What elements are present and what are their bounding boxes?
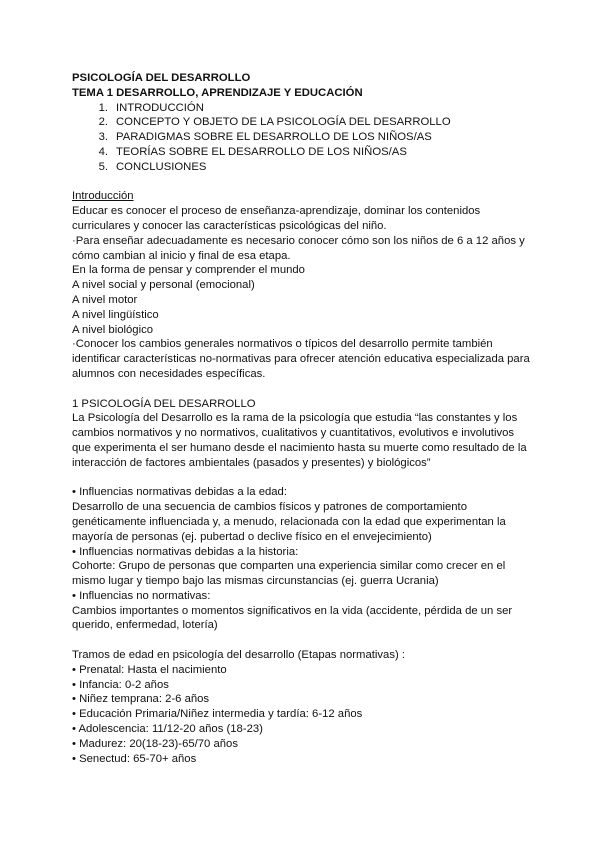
document-subtitle: TEMA 1 DESARROLLO, APRENDIZAJE Y EDUCACIÓN [72,86,363,99]
definition-paragraph: La Psicología del Desarrollo es la rama de la psicología que estudia “las constantes y los cambios normativos y no normativos, cualitativos y cuantitativos, evolutivos e involutivos que experimenta el ser humano desde el nacimiento hasta su muerte como resultado de la interacción de factores ambientales (pasados y presentes) y biológicos” [72,412,527,469]
intro-paragraph: ·Para enseñar adecuadamente es necesario conocer cómo son los niños de 6 a 12 años y cómo cambian al inicio y final de esa etapa. [72,234,525,262]
toc-item: 3. PARADIGMAS SOBRE EL DESARROLLO DE LOS NIÑOS/AS [98,131,432,144]
list-item: • Senectud: 65-70+ años [72,752,197,765]
influence-text: Cohorte: Grupo de personas que comparten una experiencia similar como crecer en el mismo lugar y tiempo bajo las mismas circunstancias (ej. guerra Ucrania) [72,560,506,588]
list-item: • Adolescencia: 11/12-20 años (18-23) [72,723,263,736]
list-item: • Prenatal: Hasta el nacimiento [72,663,227,676]
influence-title: • Influencias no normativas: [72,589,211,602]
section-heading: 1 PSICOLOGÍA DEL DESARROLLO [72,397,256,410]
influence-text: Desarrollo de una secuencia de cambios físicos y patrones de comportamiento genéticamente influenciada y, a menudo, relacionada con la edad que experimentan la mayoría de personas (ej. pubertad o declive físico en el envejecimiento) [72,501,506,543]
document-page [72,71,530,766]
intro-paragraph: ·Conocer los cambios generales normativos o típicos del desarrollo permite también identificar características no-normativas para ofrecer atención educativa especializada para alumnos con necesidades específicas. [72,338,530,380]
stages-list [72,663,530,767]
stages-title: Tramos de edad en psicología del desarrollo (Etapas normativas) : [72,649,406,662]
intro-line: En la forma de pensar y comprender el mundo [72,264,305,277]
intro-line: A nivel lingüístico [72,308,159,321]
list-item: • Educación Primaria/Niñez intermedia y tardía: 6-12 años [72,708,363,721]
document-title: PSICOLOGÍA DEL DESARROLLO [72,72,251,84]
table-of-contents [72,101,530,175]
list-item: • Infancia: 0-2 años [72,678,169,691]
intro-line: A nivel motor [72,293,138,306]
spacer [72,633,530,648]
toc-item: 4. TEORÍAS SOBRE EL DESARROLLO DE LOS NIÑOS/AS [98,145,407,158]
list-item: • Madurez: 20(18-23)-65/70 años [72,737,238,750]
intro-line: A nivel biológico [72,323,154,336]
influence-title: • Influencias normativas debidas a la historia: [72,545,299,558]
spacer [72,471,530,486]
intro-paragraph: Educar es conocer el proceso de enseñanza-aprendizaje, dominar los contenidos curriculares y conocer las características psicológicas del niño. [72,205,481,232]
influence-text: Cambios importantes o momentos significativos en la vida (accidente, pérdida de un ser querido, enfermedad, lotería) [72,604,513,632]
toc-item: 5. CONCLUSIONES [98,160,207,173]
intro-heading: Introducción [72,190,134,203]
intro-line: A nivel social y personal (emocional) [72,279,255,292]
influence-title: • Influencias normativas debidas a la edad: [72,486,287,499]
toc-item: 1. INTRODUCCIÓN [98,101,204,114]
list-item: • Niñez temprana: 2-6 años [72,693,210,706]
toc-item: 2. CONCEPTO Y OBJETO DE LA PSICOLOGÍA DEL DESARROLLO [98,116,451,129]
